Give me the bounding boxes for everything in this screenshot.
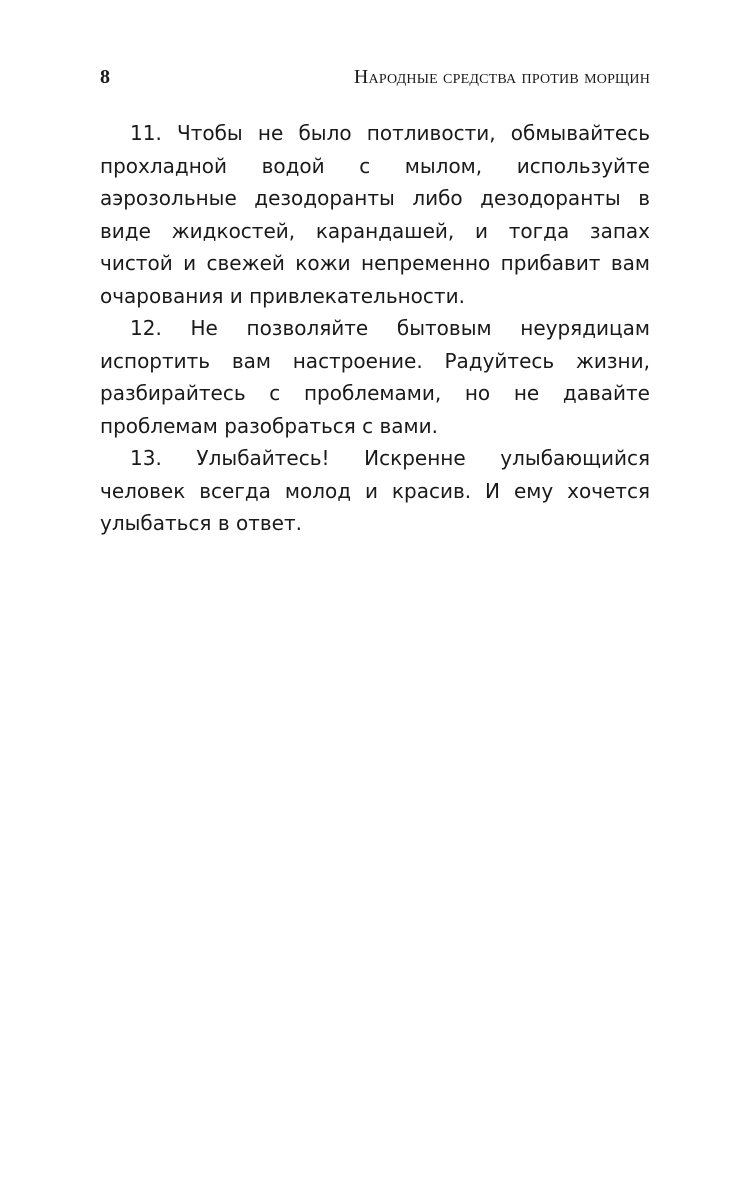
body-text — [100, 117, 650, 540]
paragraph-12: 12. Не позволяйте бытовым неурядицам испортить вам настроение. Радуйтесь жизни, разбирайтесь с проблемами, но не давайте проблемам разобраться с вами. — [100, 316, 650, 438]
paragraph-13: 13. Улыбайтесь! Искренне улыбающийся человек всегда молод и красив. И ему хочется улыбаться в ответ. — [100, 446, 650, 535]
page-number: 8 — [100, 66, 110, 88]
running-title: Народные средства против морщин — [353, 66, 650, 88]
paragraph-11: 11. Чтобы не было потливости, обмывайтесь прохладной водой с мылом, используйте аэрозольные дезодоранты либо дезодоранты в виде жидкостей, карандашей, и тогда запах чистой и свежей кожи непременно прибавит вам очарования и привлекательности. — [100, 121, 650, 308]
running-header — [100, 66, 650, 94]
